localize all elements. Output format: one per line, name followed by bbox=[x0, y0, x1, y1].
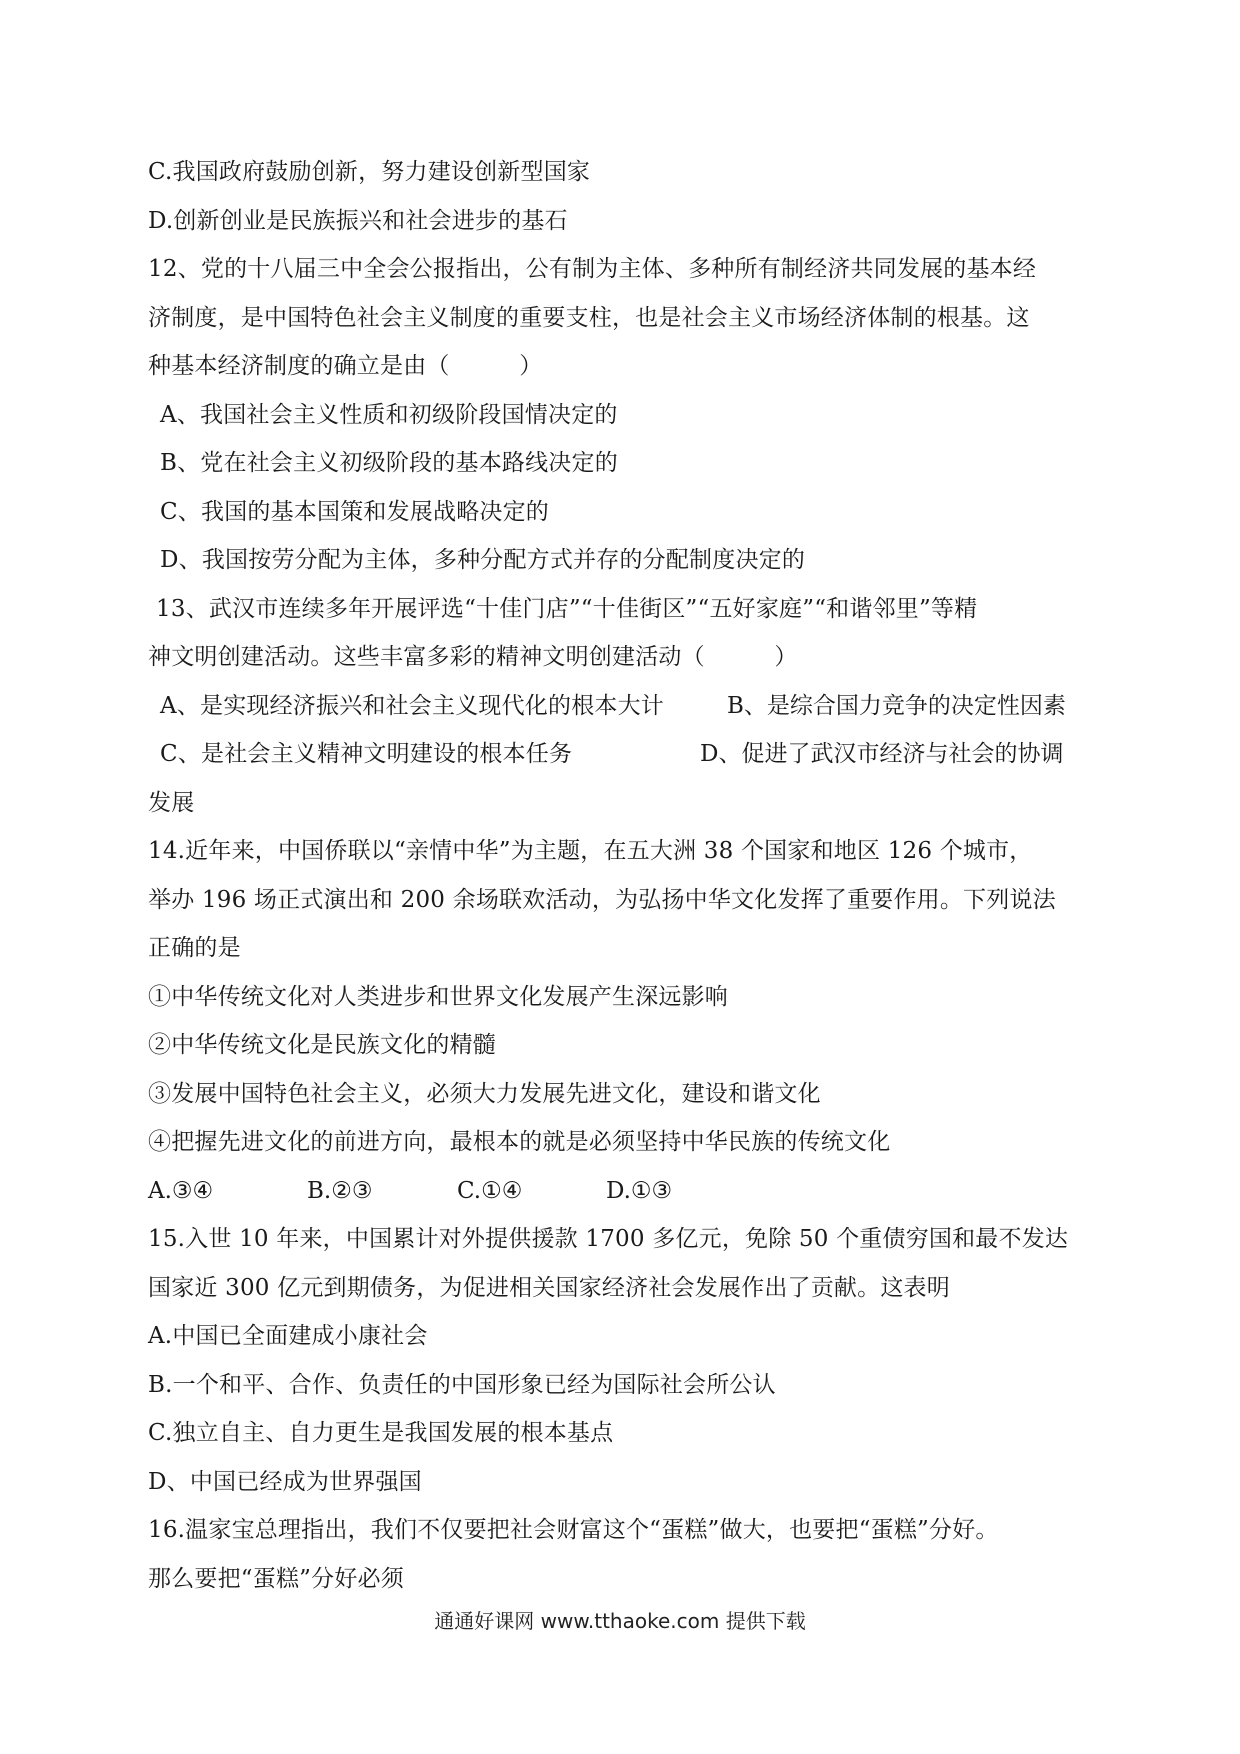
q15-option-a: A.中国已全面建成小康社会 bbox=[148, 1323, 428, 1349]
q12-option-a: A、我国社会主义性质和初级阶段国情决定的 bbox=[160, 402, 618, 428]
q14-stem-line1: 14.近年来，中国侨联以“亲情中华”为主题，在五大洲 38 个国家和地区 126 个城市， bbox=[148, 838, 1033, 864]
q14-option-a: A.③④ bbox=[148, 1178, 214, 1204]
q12-stem-line2: 济制度，是中国特色社会主义制度的重要支柱，也是社会主义市场经济体制的根基。这 bbox=[148, 305, 1030, 331]
q15-stem-line1: 15.入世 10 年来，中国累计对外提供援款 1700 多亿元，免除 50 个重债穷国和最不发达 bbox=[148, 1226, 1069, 1252]
q16-stem-line1: 16.温家宝总理指出，我们不仅要把社会财富这个“蛋糕”做大，也要把“蛋糕”分好。 bbox=[148, 1517, 999, 1543]
q13-option-a: A、是实现经济振兴和社会主义现代化的根本大计 bbox=[160, 693, 665, 719]
page-footer: 通通好课网 www.tthaoke.com 提供下载 bbox=[434, 1609, 806, 1633]
q14-stem-line2: 举办 196 场正式演出和 200 余场联欢活动，为弘扬中华文化发挥了重要作用。下列说法 bbox=[148, 887, 1056, 913]
q12-option-d: D、我国按劳分配为主体，多种分配方式并存的分配制度决定的 bbox=[160, 547, 806, 573]
q13-option-c: C、是社会主义精神文明建设的根本任务 bbox=[160, 741, 573, 767]
q13-stem-line2: 神文明创建活动。这些丰富多彩的精神文明创建活动（ ） bbox=[148, 644, 798, 670]
q11-option-d: D.创新创业是民族振兴和社会进步的基石 bbox=[148, 208, 568, 234]
q15-option-d: D、中国已经成为世界强国 bbox=[148, 1469, 422, 1495]
q16-stem-line2: 那么要把“蛋糕”分好必须 bbox=[148, 1566, 404, 1592]
q14-statement-4: ④把握先进文化的前进方向，最根本的就是必须坚持中华民族的传统文化 bbox=[148, 1129, 891, 1155]
q13-option-b: B、是综合国力竞争的决定性因素 bbox=[727, 693, 1066, 719]
q14-option-b: B.②③ bbox=[307, 1178, 373, 1204]
q15-stem-line2: 国家近 300 亿元到期债务，为促进相关国家经济社会发展作出了贡献。这表明 bbox=[148, 1275, 950, 1301]
q13-option-d: D、促进了武汉市经济与社会的协调 bbox=[700, 741, 1064, 767]
q14-statement-1: ①中华传统文化对人类进步和世界文化发展产生深远影响 bbox=[148, 984, 728, 1010]
q13-option-d-continued: 发展 bbox=[148, 790, 195, 816]
q14-option-d: D.①③ bbox=[606, 1178, 673, 1204]
q14-statement-2: ②中华传统文化是民族文化的精髓 bbox=[148, 1032, 496, 1058]
q13-stem-line1: 13、武汉市连续多年开展评选“十佳门店”“十佳街区”“五好家庭”“和谐邻里”等精 bbox=[156, 596, 978, 622]
q15-option-c: C.独立自主、自力更生是我国发展的根本基点 bbox=[148, 1420, 614, 1446]
q12-stem-line3: 种基本经济制度的确立是由（ ） bbox=[148, 353, 543, 379]
q15-option-b: B.一个和平、合作、负责任的中国形象已经为国际社会所公认 bbox=[148, 1372, 776, 1398]
q12-option-b: B、党在社会主义初级阶段的基本路线决定的 bbox=[160, 450, 618, 476]
q14-option-c: C.①④ bbox=[457, 1178, 523, 1204]
q12-option-c: C、我国的基本国策和发展战略决定的 bbox=[160, 499, 549, 525]
q12-stem-line1: 12、党的十八届三中全会公报指出，公有制为主体、多种所有制经济共同发展的基本经 bbox=[148, 256, 1037, 282]
q14-statement-3: ③发展中国特色社会主义，必须大力发展先进文化，建设和谐文化 bbox=[148, 1081, 821, 1107]
q11-option-c: C.我国政府鼓励创新，努力建设创新型国家 bbox=[148, 159, 591, 185]
q14-stem-line3: 正确的是 bbox=[148, 935, 241, 961]
